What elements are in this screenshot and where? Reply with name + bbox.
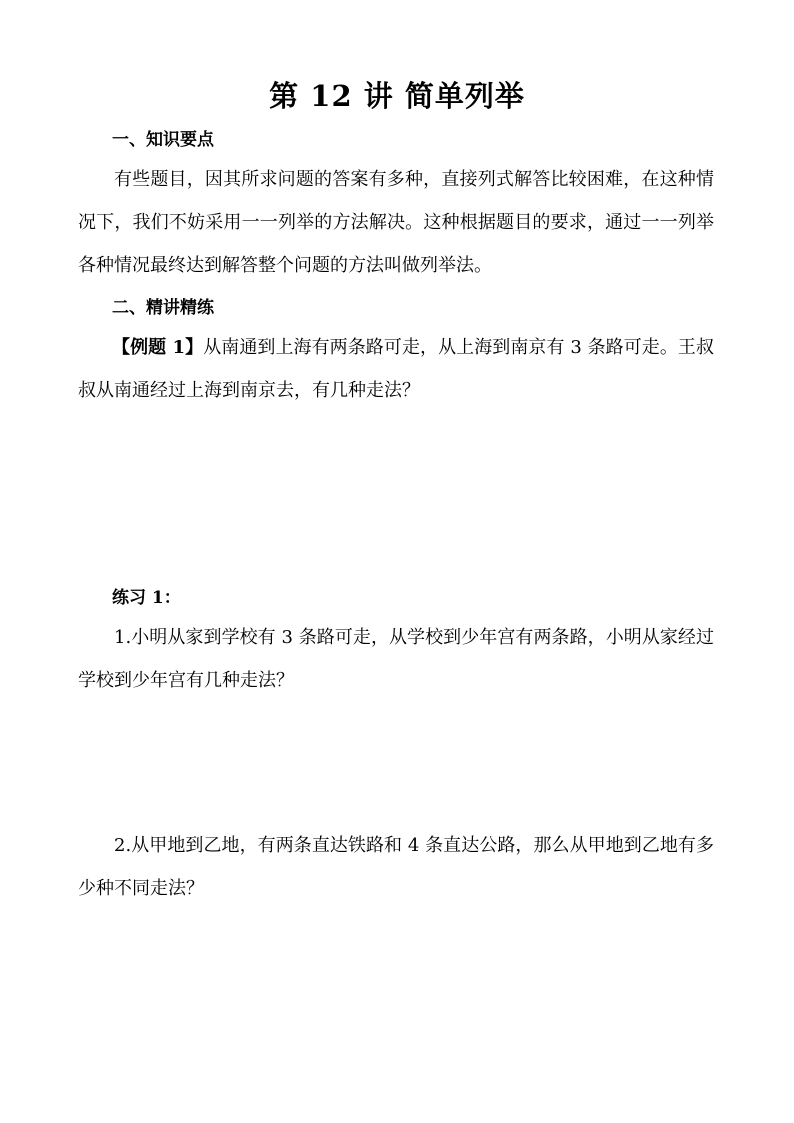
section-heading-knowledge-points: 一、知识要点: [112, 130, 214, 150]
practice-item-1: 1.小明从家到学校有 3 条路可走，从学校到少年宫有两条路，小明从家经过学校到少年宫有几种走法？: [78, 627, 714, 691]
practice-1-heading: 练习 1：: [112, 588, 181, 608]
knowledge-paragraph: 有些题目，因其所求问题的答案有多种，直接列式解答比较困难，在这种情况下，我们不妨采用一一列举的方法解决。这种根据题目的要求，通过一一列举各种情况最终达到解答整个问题的方法叫做列举法。: [78, 169, 714, 276]
example-1-text: 从南通到上海有两条路可走，从上海到南京有 3 条路可走。王叔叔从南通经过上海到南京去，有几种走法？: [78, 337, 714, 401]
section-heading-lecture-practice: 二、精讲精练: [112, 298, 214, 318]
practice-item-2: 2.从甲地到乙地，有两条直达铁路和 4 条直达公路，那么从甲地到乙地有多少种不同走法？: [78, 835, 714, 899]
page-title: 第 12 讲 简单列举: [269, 79, 525, 113]
example-1-label: 【例题 1】: [112, 337, 204, 358]
example-1: [78, 326, 714, 412]
